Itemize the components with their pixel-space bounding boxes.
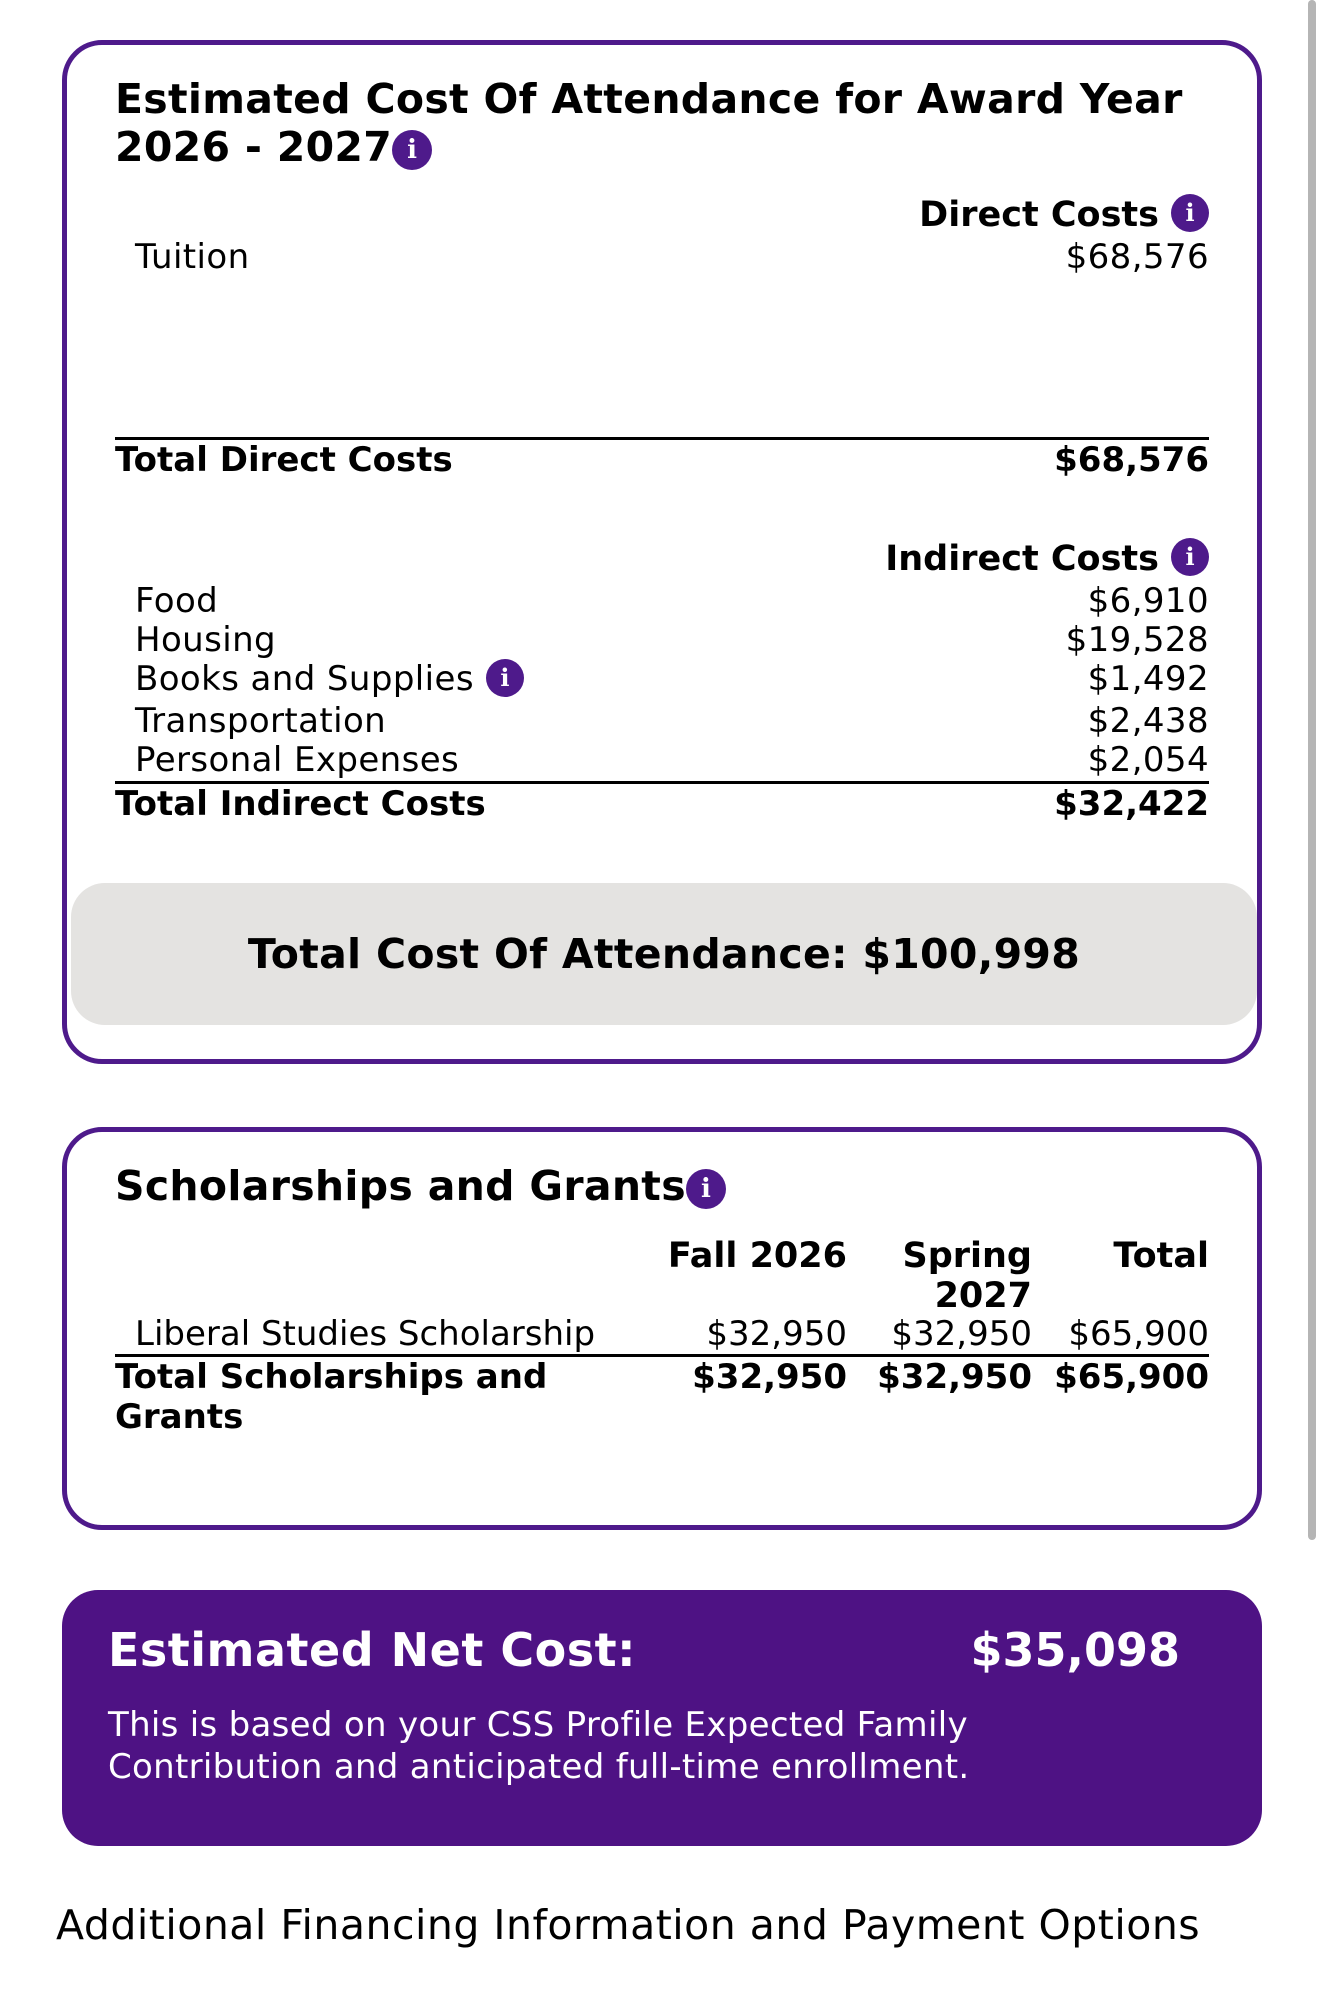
info-icon[interactable]: i bbox=[392, 130, 432, 170]
cost-row-value: $2,054 bbox=[1087, 740, 1209, 780]
total-indirect-costs-row bbox=[115, 781, 1209, 824]
cost-row-personal-expenses bbox=[135, 740, 1209, 780]
indirect-costs-label: Indirect Costs bbox=[885, 539, 1159, 579]
scholarship-total-value: $65,900 bbox=[1068, 1314, 1209, 1354]
info-icon[interactable]: i bbox=[1171, 538, 1209, 576]
info-icon[interactable]: i bbox=[486, 659, 524, 697]
cost-row-label: Food bbox=[135, 581, 219, 621]
scholarship-spring-value: $32,950 bbox=[891, 1314, 1032, 1354]
cost-row-label: Tuition bbox=[135, 237, 250, 277]
column-header-total: Total bbox=[1113, 1236, 1209, 1276]
coa-title-text: Estimated Cost Of Attendance for Award Year 2026 - 2027 bbox=[115, 75, 1183, 171]
additional-financing-link[interactable]: Additional Financing Information and Payment Options bbox=[56, 1901, 1201, 1949]
scholarship-fall-value: $32,950 bbox=[706, 1314, 847, 1354]
net-cost-description: This is based on your CSS Profile Expected Family Contribution and anticipated full-time enrollment. bbox=[108, 1705, 970, 1787]
column-header-fall: Fall 2026 bbox=[667, 1236, 847, 1276]
cost-row-label: Transportation bbox=[135, 701, 387, 741]
estimated-net-cost-box bbox=[62, 1590, 1262, 1846]
scholarships-total-total: $65,900 bbox=[1054, 1357, 1209, 1397]
net-cost-label: Estimated Net Cost: bbox=[108, 1623, 636, 1677]
total-indirect-label: Total Indirect Costs bbox=[115, 784, 486, 824]
net-cost-value: $35,098 bbox=[970, 1623, 1180, 1677]
cost-row-label: Books and Supplies bbox=[135, 659, 474, 699]
scholarships-title-text: Scholarships and Grants bbox=[115, 1162, 686, 1210]
info-icon[interactable]: i bbox=[1171, 194, 1209, 232]
column-header-spring: Spring 2027 bbox=[902, 1236, 1032, 1316]
total-direct-value: $68,576 bbox=[1054, 440, 1209, 480]
cost-row-value: $68,576 bbox=[1065, 237, 1209, 277]
cost-row-label-with-info bbox=[135, 659, 524, 699]
indirect-costs-heading bbox=[885, 539, 1209, 579]
cost-row-books-supplies bbox=[135, 659, 1209, 699]
scholarships-total-label: Total Scholarships and Grants bbox=[115, 1357, 548, 1437]
cost-row-transportation bbox=[135, 701, 1209, 741]
scholarships-total-row bbox=[115, 1354, 1209, 1437]
scholarships-total-fall: $32,950 bbox=[692, 1357, 847, 1397]
direct-costs-label: Direct Costs bbox=[919, 195, 1159, 235]
scholarships-card bbox=[62, 1127, 1262, 1530]
cost-row-food bbox=[135, 581, 1209, 621]
total-direct-label: Total Direct Costs bbox=[115, 440, 453, 480]
cost-row-tuition bbox=[135, 237, 1209, 277]
cost-row-value: $2,438 bbox=[1087, 701, 1209, 741]
total-direct-costs-row bbox=[115, 437, 1209, 480]
cost-row-value: $6,910 bbox=[1087, 581, 1209, 621]
cost-row-housing bbox=[135, 620, 1209, 660]
cost-row-value: $19,528 bbox=[1065, 620, 1209, 660]
scholarship-name: Liberal Studies Scholarship bbox=[135, 1314, 596, 1354]
total-cost-of-attendance: Total Cost Of Attendance: $100,998 bbox=[71, 883, 1257, 1025]
info-icon[interactable]: i bbox=[686, 1169, 726, 1209]
scholarships-title bbox=[115, 1162, 1195, 1210]
direct-costs-heading bbox=[919, 195, 1209, 235]
cost-row-label: Housing bbox=[135, 620, 277, 660]
coa-title bbox=[115, 75, 1195, 171]
scrollbar[interactable] bbox=[1308, 0, 1316, 1540]
cost-row-label: Personal Expenses bbox=[135, 740, 460, 780]
cost-row-value: $1,492 bbox=[1087, 659, 1209, 699]
scholarships-total-spring: $32,950 bbox=[877, 1357, 1032, 1397]
cost-of-attendance-card bbox=[62, 40, 1262, 1064]
total-indirect-value: $32,422 bbox=[1054, 784, 1209, 824]
